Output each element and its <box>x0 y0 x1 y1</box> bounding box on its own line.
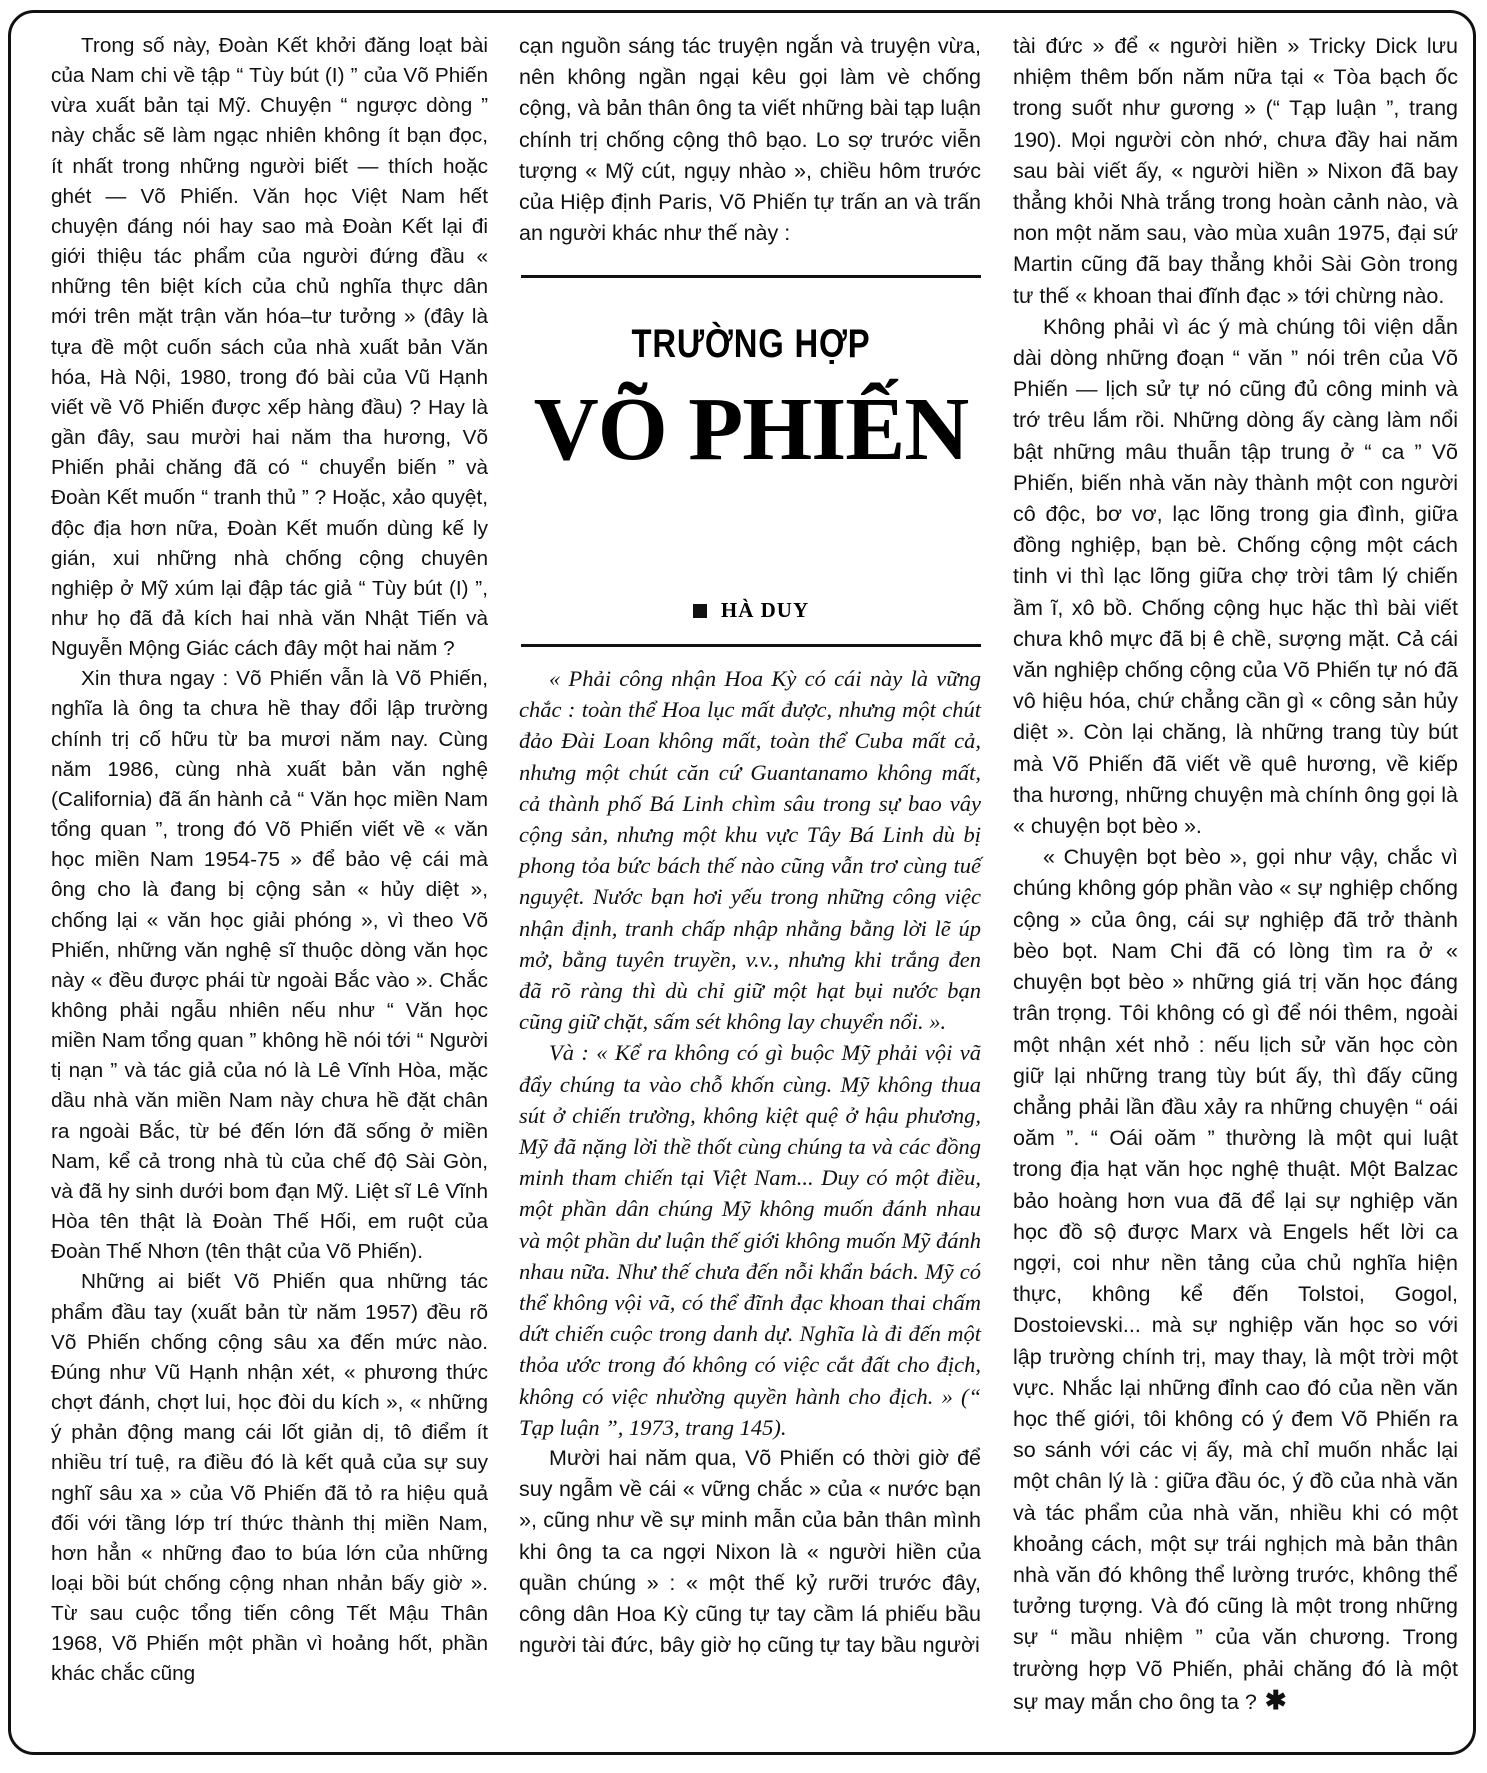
end-mark-icon: ✱ <box>1264 1684 1287 1715</box>
column-2-top <box>519 31 981 249</box>
paragraph-1-3: Những ai biết Võ Phiến qua những tác phẩm đầu tay (xuất bản từ năm 1957) đều rõ Võ Phiến chống cộng sâu xa đến mức nào. Đúng như Vũ Hạnh nhận xét, « phương thức chợt đánh, chợt lui, học đòi du kích », « những ý phản động mang cái lốt giản dị, tô điểm ít nhiều trí tuệ, ra điều đó là kết quả của sự suy nghĩ sâu xa » của Võ Phiến đã tỏ ra hiệu quả đối với tầng lớp trí thức thành thị miền Nam, hơn hẳn « những đao to búa lớn của những loại bồi bút chống cộng nhan nhản bấy giờ ». Từ sau cuộc tổng tiến công Tết Mậu Thân 1968, Võ Phiến một phần vì hoảng hốt, phần khác chắc cũng <box>51 1270 488 1686</box>
page-border <box>8 10 1476 1755</box>
paragraph-1-2: Xin thưa ngay : Võ Phiến vẫn là Võ Phiến, nghĩa là ông ta chưa hề thay đổi lập trường chính trị cố hữu từ ba mươi năm nay. Cùng năm 1986, cùng nhà xuất bản văn nghệ (California) đã ấn hành cả “ Văn học miền Nam tổng quan ”, trong đó Võ Phiến viết về « văn học miền Nam 1954-75 » để bảo vệ cái mà ông cho là đang bị cộng sản « hủy diệt », chống lại « văn học giải phóng », vì theo Võ Phiến, những văn nghệ sĩ thuộc dòng văn học này « đều được phái từ ngoài Bắc vào ». Chắc không phải ngẫu nhiên nếu như “ Văn học miền Nam tổng quan ” không hề nói tới “ Người tị nạn ” và tác giả của nó là Lê Vĩnh Hòa, mặc dầu nhà văn miền Nam này chưa hề đặt chân ra ngoài Bắc, từ bé đến lớn đã sống ở miền Nam, kể cả trong nhà tù của chế độ Sài Gòn, và đã hy sinh dưới bom đạn Mỹ. Liệt sĩ Lê Vĩnh Hòa tên thật là Đoàn Thế Hối, em ruột của Đoàn Thế Nhơn (tên thật của Võ Phiến). <box>51 667 488 1264</box>
paragraph-3-3 <box>1013 842 1458 1718</box>
column-2-bottom <box>519 663 981 1662</box>
author-byline <box>521 598 981 623</box>
quote-2: Và : « Kể ra không có gì buộc Mỹ phải vội vã đẩy chúng ta vào chỗ khốn cùng. Mỹ không thua sút ở chiến trường, không kiệt quệ ở hậu phương, Mỹ đã nặng lời thề thốt cùng chúng ta và các đồng minh tham chiến tại Việt Nam... Duy có một điều, một phần dân chúng Mỹ không muốn đánh nhau và một phần dư luận thế giới không muốn Mỹ đánh nhau nữa. Như thế chưa đến nỗi khẩn bách. Mỹ có thể không vội vã, có thể đĩnh đạc khoan thai chấm dứt chiến cuộc trong danh dự. Nghĩa là đi đến một thỏa ước trong đó không có việc cắt đất cho địch, không có việc nhường quyền hành cho địch. » (“ Tạp luận ”, 1973, trang 145). <box>519 1040 981 1440</box>
author-name: HÀ DUY <box>720 598 810 622</box>
title-line-1: TRƯỜNG HỢP <box>631 322 871 366</box>
quote-1: « Phải công nhận Hoa Kỳ có cái này là vững chắc : toàn thể Hoa lục mất được, nhưng một chút đảo Đài Loan không mất, toàn thể Cuba mất cả, nhưng một chút căn cứ Guantanamo không mất, cả thành phố Bá Linh chìm sâu trong sự bao vây cộng sản, nhưng một khu vực Tây Bá Linh dù bị phong tỏa bức bách thế nào cũng vẫn trơ cùng tuế nguyệt. Nước bạn hơi yếu trong những công việc nhận định, tranh chấp nhập nhằng bằng lời lẽ úp mở, bằng tuyên truyền, v.v., nhưng khi trắng đen đã rõ ràng thì dù chỉ giữ một hạt bụi nước bạn cũng giữ chặt, sấm sét không lay chuyển nổi. ». <box>519 666 981 1035</box>
article-title-block <box>521 275 981 647</box>
paragraph-2-1: cạn nguồn sáng tác truyện ngắn và truyện vừa, nên không ngần ngại kêu gọi làm vè chống cộng, và bản thân ông ta viết những bài tạp luận chính trị chống cộng thô bạo. Lo sợ trước viễn tượng « Mỹ cút, ngụy nhào », chiều hôm trước của Hiệp định Paris, Võ Phiến tự trấn an và trấn an người khác như thế này : <box>519 34 981 246</box>
paragraph-3-2: Không phải vì ác ý mà chúng tôi viện dẫn dài dòng những đoạn “ văn ” nói trên của Võ Phiến — lịch sử tự nó cũng đủ công minh và trớ trêu lắm rồi. Những dòng ấy càng làm nổi bật những mâu thuẫn tập trung ở “ ca ” Võ Phiến, biến nhà văn này thành một con người cô độc, bơ vơ, lạc lõng trong gia đình, giữa đồng nghiệp, bạn bè. Chống cộng một cách tinh vi thì lạc lõng giữa chợ trời tâm lý chiến ầm ĩ, xô bồ. Chống cộng hục hặc thì bài viết chưa khô mực đã bị ê chề, sượng mặt. Cả cái văn nghiệp chống cộng của Võ Phiến tự nó đã vô hiệu hóa, chứ chẳng cần gì « công sản hủy diệt ». Còn lại chăng, là những trang tùy bút mà Võ Phiến đã viết về quê hương, về kiếp tha hương, những chuyện mà chính ông gọi là « chuyện bọt bèo ». <box>1013 314 1458 839</box>
square-bullet-icon <box>693 604 707 618</box>
paragraph-2-2: Mười hai năm qua, Võ Phiến có thời giờ để suy ngẫm về cái « vững chắc » của « nước bạn », cũng như về sự minh mẫn của bản thân mình khi ông ta ca ngợi Nixon là « người hiền của quần chúng » : « một thế kỷ rưỡi trước đây, công dân Hoa Kỳ cũng tự tay cầm lá phiếu bầu người tài đức, bây giờ họ cũng tự tay bầu người <box>519 1446 981 1658</box>
paragraph-1-1: Trong số này, Đoàn Kết khởi đăng loạt bài của Nam chi về tập “ Tùy bút (I) ” của Võ Phiến vừa xuất bản tại Mỹ. Chuyện “ ngược dòng ” này chắc sẽ làm ngạc nhiên không ít bạn đọc, ít nhất trong những người biết — thích hoặc ghét — Võ Phiến. Văn học Việt Nam hết chuyện đáng nói hay sao mà Đoàn Kết lại đi giới thiệu tác phẩm của người đứng đầu « những tên biệt kích của chủ nghĩa thực dân mới trên mặt trận văn hóa–tư tưởng » (đây là tựa đề một cuốn sách của nhà xuất bản Văn hóa, Hà Nội, 1980, trong đó bài của Vũ Hạnh viết về Võ Phiến được xếp hàng đầu) ? Hay là gần đây, sau mười hai năm tha hương, Võ Phiến phải chăng đã có “ chuyển biến ” và Đoàn Kết muốn “ tranh thủ ” ? Hoặc, xảo quyệt, độc địa hơn nữa, Đoàn Kết muốn dùng kế ly gián, xui những nhà chống cộng chuyên nghiệp ở Mỹ xúm lại đập tác giả “ Tùy bút (I) ”, như họ đã đả kích hai nhà văn Nhật Tiến và Nguyễn Mộng Giác cách đây một hai năm ? <box>51 34 488 661</box>
paragraph-3-3-text: « Chuyện bọt bèo », gọi như vậy, chắc vì chúng không góp phần vào « sự nghiệp chống cộng » của ông, cái sự nghiệp đã trở thành bèo bọt. Nam Chi đã có lòng tìm ra ở « chuyện bọt bèo » những giá trị văn học đáng trân trọng. Tôi không có gì để nói thêm, ngoài một nhận xét nhỏ : nếu lịch sử văn học còn giữ lại những trang tùy bút ấy, thì đấy cũng chẳng phải lần đầu xảy ra những chuyện “ oái oăm ”. “ Oái oăm ” thường là một qui luật trong địa hạt văn học nghệ thuật. Một Balzac bảo hoàng hơn vua đã để lại sự nghiệp văn học đồ sộ được Marx và Engels hết lời ca ngợi, coi như nền tảng của chủ nghĩa hiện thực, không kể đến Tolstoi, Gogol, Dostoievski... mà sự nghiệp văn học so với lập trường chính trị, may thay, là một trời một vực. Nhắc lại những đỉnh cao đó của nền văn học thế giới, tôi không có ý đem Võ Phiến ra so sánh với các vị ấy, mà chỉ muốn nhắc lại một chân lý là : giữa đầu óc, ý đồ của nhà văn và tác phẩm của nhà văn, nhiều khi có một khoảng cách, một sự trái nghịch mà bản thân nhà văn đó không thể lường trước, không thể tưởng tượng. Và đó cũng là một trong những sự “ mầu nhiệm ” của văn chương. Trong trường hợp Võ Phiến, phải chăng đó là một sự may mắn cho ông ta ? <box>1013 845 1458 1714</box>
column-3 <box>1013 31 1458 1718</box>
column-1 <box>51 31 488 1690</box>
paragraph-3-1: tài đức » để « người hiền » Tricky Dick lưu nhiệm thêm bốn năm nữa tại « Tòa bạch ốc trong suốt như gương » (“ Tạp luận ”, trang 190). Mọi người còn nhớ, chưa đầy hai năm sau bài viết ấy, « người hiền » Nixon đã bay thẳng khỏi Nhà trắng trong hoàn cảnh nào, và non một năm sau, vào mùa xuân 1975, đại sứ Martin cũng đã bay thẳng khỏi Sài Gòn trong tư thế « khoan thai đĩnh đạc » tới chừng nào. <box>1013 34 1458 308</box>
title-line-2: VÕ PHIẾN <box>533 380 969 479</box>
